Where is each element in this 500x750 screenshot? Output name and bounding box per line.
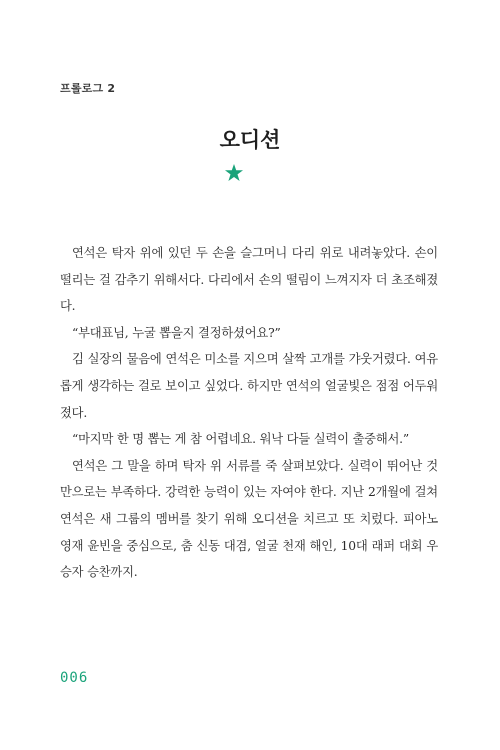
body-text (60, 240, 438, 586)
chapter-title: 오디션 (219, 128, 281, 152)
paragraph-3: 김 실장의 물음에 연석은 미소를 지으며 살짝 고개를 갸웃거렸다. 여유롭게 생각하는 걸로 보이고 싶었다. 하지만 연석의 얼굴빛은 점점 어두워졌다. (60, 352, 438, 420)
running-head: 프롤로그 2 (60, 82, 116, 95)
star-shape (225, 164, 243, 181)
paragraph-5: 연석은 그 말을 하며 탁자 위 서류를 죽 살펴보았다. 실력이 뛰어난 것만으로는 부족하다. 강력한 능력이 있는 자여야 한다. 지난 2개월에 걸쳐 연석은 새 그룹의 멤버를 찾기 위해 오디션을 치르고 또 치렀다. 피아노 영재 윤빈을 중심으로, 춤 신동 대겸, 얼굴 천재 해인, 10대 래퍼 대회 우승자 승찬까지. (60, 458, 438, 580)
paragraph-2: “부대표님, 누굴 뽑을지 결정하셨어요?” (72, 325, 281, 340)
page-number: 006 (60, 670, 89, 686)
paragraph-4: “마지막 한 명 뽑는 게 참 어렵네요. 워낙 다들 실력이 출중해서.” (72, 432, 409, 447)
star-icon (224, 163, 244, 183)
paragraph-1: 연석은 탁자 위에 있던 두 손을 슬그머니 다리 위로 내려놓았다. 손이 떨리는 걸 감추기 위해서다. 다리에서 손의 떨림이 느껴지자 더 초조해졌다. (60, 246, 438, 314)
